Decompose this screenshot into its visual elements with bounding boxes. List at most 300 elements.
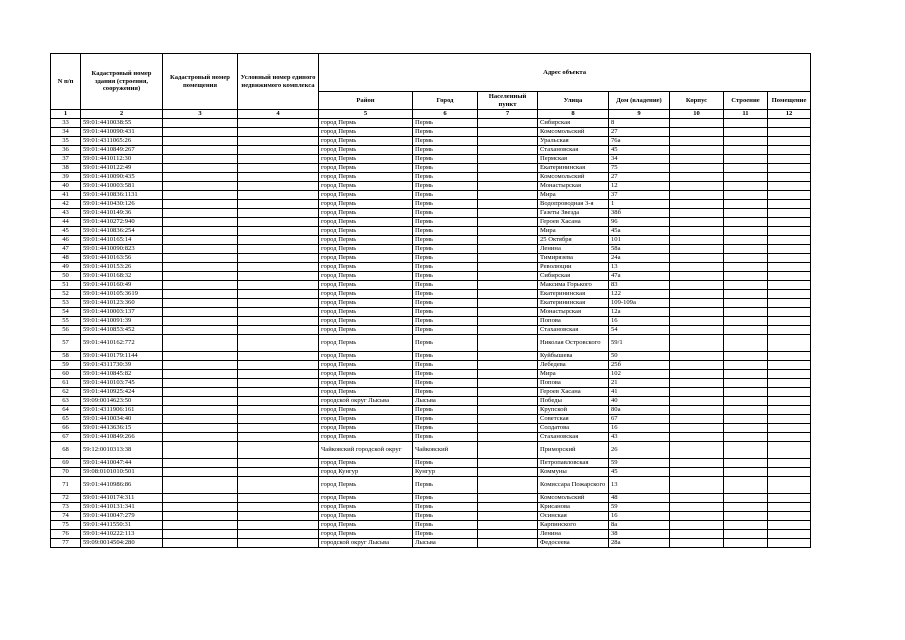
locality-cell xyxy=(478,317,538,326)
cad-building-cell: 59:01:4410149:36 xyxy=(81,209,163,218)
locality-cell xyxy=(478,406,538,415)
cad-premises-cell xyxy=(163,477,238,494)
cad-premises-cell xyxy=(163,388,238,397)
district-cell: город Пермь xyxy=(319,512,413,521)
korpus-cell xyxy=(670,155,724,164)
street-cell: Екатерининская xyxy=(538,290,609,299)
cad-premises-cell xyxy=(163,530,238,539)
house-cell: 16 xyxy=(609,317,670,326)
row-number: 73 xyxy=(51,503,81,512)
cond-number-cell xyxy=(238,521,319,530)
district-cell: город Пермь xyxy=(319,379,413,388)
cad-premises-cell xyxy=(163,370,238,379)
street-cell: Ленина xyxy=(538,530,609,539)
cad-building-cell: 59:08:0101010:501 xyxy=(81,468,163,477)
locality-cell xyxy=(478,245,538,254)
cad-building-cell: 59:01:4410047:279 xyxy=(81,512,163,521)
city-cell: Пермь xyxy=(413,335,478,352)
building-cell xyxy=(724,137,768,146)
korpus-cell xyxy=(670,433,724,442)
room-cell xyxy=(768,155,811,164)
district-cell: город Пермь xyxy=(319,128,413,137)
house-cell: 96 xyxy=(609,218,670,227)
city-cell: Пермь xyxy=(413,128,478,137)
street-cell: Екатерининская xyxy=(538,164,609,173)
district-cell: город Пермь xyxy=(319,335,413,352)
street-cell: Мира xyxy=(538,191,609,200)
korpus-cell xyxy=(670,415,724,424)
cad-premises-cell xyxy=(163,326,238,335)
street-cell: Максима Горького xyxy=(538,281,609,290)
column-number: 3 xyxy=(163,110,238,119)
room-cell xyxy=(768,512,811,521)
korpus-cell xyxy=(670,254,724,263)
city-cell: Пермь xyxy=(413,512,478,521)
city-cell: Пермь xyxy=(413,326,478,335)
row-number: 48 xyxy=(51,254,81,263)
building-cell xyxy=(724,272,768,281)
cad-building-cell: 59:01:4410272:940 xyxy=(81,218,163,227)
building-cell xyxy=(724,254,768,263)
building-cell xyxy=(724,128,768,137)
city-cell: Пермь xyxy=(413,361,478,370)
korpus-cell xyxy=(670,308,724,317)
cad-premises-cell xyxy=(163,539,238,548)
korpus-cell xyxy=(670,128,724,137)
korpus-cell xyxy=(670,164,724,173)
locality-cell xyxy=(478,272,538,281)
city-cell: Пермь xyxy=(413,459,478,468)
building-cell xyxy=(724,406,768,415)
korpus-cell xyxy=(670,146,724,155)
district-cell: город Пермь xyxy=(319,164,413,173)
house-cell: 67 xyxy=(609,415,670,424)
table-row xyxy=(51,477,811,494)
room-cell xyxy=(768,173,811,182)
building-cell xyxy=(724,352,768,361)
locality-cell xyxy=(478,227,538,236)
cad-building-cell: 59:01:4410038:55 xyxy=(81,119,163,128)
room-cell xyxy=(768,397,811,406)
cad-premises-cell xyxy=(163,191,238,200)
building-cell xyxy=(724,512,768,521)
row-number: 65 xyxy=(51,415,81,424)
locality-cell xyxy=(478,477,538,494)
korpus-cell xyxy=(670,326,724,335)
room-cell xyxy=(768,521,811,530)
table-row xyxy=(51,512,811,521)
building-cell xyxy=(724,388,768,397)
cad-building-cell: 59:01:4411550:31 xyxy=(81,521,163,530)
room-cell xyxy=(768,272,811,281)
table-row xyxy=(51,335,811,352)
cond-number-cell xyxy=(238,146,319,155)
building-cell xyxy=(724,442,768,459)
district-cell: город Пермь xyxy=(319,209,413,218)
building-cell xyxy=(724,308,768,317)
street-cell: Карпинского xyxy=(538,521,609,530)
room-cell xyxy=(768,433,811,442)
city-cell: Пермь xyxy=(413,503,478,512)
district-cell: город Пермь xyxy=(319,245,413,254)
cond-number-cell xyxy=(238,494,319,503)
house-cell: 27 xyxy=(609,173,670,182)
cad-building-cell: 59:01:4410160:49 xyxy=(81,281,163,290)
row-number: 35 xyxy=(51,137,81,146)
korpus-cell xyxy=(670,503,724,512)
building-cell xyxy=(724,236,768,245)
district-cell: город Кунгур xyxy=(319,468,413,477)
street-cell: Лебедева xyxy=(538,361,609,370)
header-city: Город xyxy=(413,92,478,110)
row-number: 52 xyxy=(51,290,81,299)
street-cell: Осинская xyxy=(538,512,609,521)
cond-number-cell xyxy=(238,477,319,494)
locality-cell xyxy=(478,433,538,442)
table-row xyxy=(51,236,811,245)
cond-number-cell xyxy=(238,335,319,352)
cad-premises-cell xyxy=(163,209,238,218)
building-cell xyxy=(724,397,768,406)
table-row xyxy=(51,352,811,361)
table-row xyxy=(51,326,811,335)
district-cell: город Пермь xyxy=(319,494,413,503)
city-cell: Пермь xyxy=(413,272,478,281)
korpus-cell xyxy=(670,406,724,415)
cond-number-cell xyxy=(238,164,319,173)
locality-cell xyxy=(478,424,538,433)
room-cell xyxy=(768,137,811,146)
row-number: 44 xyxy=(51,218,81,227)
room-cell xyxy=(768,361,811,370)
district-cell: город Пермь xyxy=(319,146,413,155)
korpus-cell xyxy=(670,512,724,521)
cad-building-cell: 59:01:4410162:772 xyxy=(81,335,163,352)
house-cell: 54 xyxy=(609,326,670,335)
house-cell: 59 xyxy=(609,459,670,468)
street-cell: 25 Октября xyxy=(538,236,609,245)
house-cell: 13 xyxy=(609,477,670,494)
building-cell xyxy=(724,191,768,200)
korpus-cell xyxy=(670,209,724,218)
header-cond-number: Условный номер единого недвижимого комплекса xyxy=(238,54,319,110)
row-number: 38 xyxy=(51,164,81,173)
room-cell xyxy=(768,263,811,272)
room-cell xyxy=(768,335,811,352)
street-cell: Сибирская xyxy=(538,272,609,281)
city-cell: Пермь xyxy=(413,146,478,155)
city-cell: Пермь xyxy=(413,352,478,361)
cond-number-cell xyxy=(238,137,319,146)
korpus-cell xyxy=(670,263,724,272)
cad-premises-cell xyxy=(163,290,238,299)
row-number: 71 xyxy=(51,477,81,494)
locality-cell xyxy=(478,530,538,539)
cad-building-cell: 59:01:4410123:360 xyxy=(81,299,163,308)
cond-number-cell xyxy=(238,415,319,424)
city-cell: Пермь xyxy=(413,415,478,424)
district-cell: город Пермь xyxy=(319,272,413,281)
korpus-cell xyxy=(670,119,724,128)
property-table xyxy=(50,53,811,548)
cond-number-cell xyxy=(238,512,319,521)
city-cell: Пермь xyxy=(413,477,478,494)
street-cell: Стахановская xyxy=(538,433,609,442)
cad-premises-cell xyxy=(163,200,238,209)
street-cell: Монастырская xyxy=(538,182,609,191)
row-number: 51 xyxy=(51,281,81,290)
cond-number-cell xyxy=(238,361,319,370)
cond-number-cell xyxy=(238,191,319,200)
house-cell: 24а xyxy=(609,254,670,263)
cond-number-cell xyxy=(238,182,319,191)
column-number: 8 xyxy=(538,110,609,119)
district-cell: город Пермь xyxy=(319,308,413,317)
room-cell xyxy=(768,191,811,200)
row-number: 36 xyxy=(51,146,81,155)
table-row xyxy=(51,442,811,459)
cad-building-cell: 59:09:0014504:280 xyxy=(81,539,163,548)
korpus-cell xyxy=(670,281,724,290)
korpus-cell xyxy=(670,530,724,539)
locality-cell xyxy=(478,290,538,299)
building-cell xyxy=(724,227,768,236)
building-cell xyxy=(724,468,768,477)
house-cell: 28а xyxy=(609,539,670,548)
room-cell xyxy=(768,494,811,503)
district-cell: город Пермь xyxy=(319,119,413,128)
city-cell: Пермь xyxy=(413,137,478,146)
house-cell: 34 xyxy=(609,155,670,164)
row-number: 58 xyxy=(51,352,81,361)
street-cell: Крупской xyxy=(538,406,609,415)
cad-building-cell: 59:01:4410112:30 xyxy=(81,155,163,164)
cad-building-cell: 59:01:4410163:56 xyxy=(81,254,163,263)
cond-number-cell xyxy=(238,254,319,263)
district-cell: город Пермь xyxy=(319,415,413,424)
cond-number-cell xyxy=(238,468,319,477)
row-number: 43 xyxy=(51,209,81,218)
street-cell: Победы xyxy=(538,397,609,406)
cad-premises-cell xyxy=(163,442,238,459)
street-cell: Мира xyxy=(538,370,609,379)
korpus-cell xyxy=(670,290,724,299)
cad-building-cell: 59:01:4410430:126 xyxy=(81,200,163,209)
locality-cell xyxy=(478,299,538,308)
row-number: 33 xyxy=(51,119,81,128)
korpus-cell xyxy=(670,539,724,548)
cad-building-cell: 59:01:4410845:82 xyxy=(81,370,163,379)
room-cell xyxy=(768,442,811,459)
district-cell: город Пермь xyxy=(319,370,413,379)
row-number: 60 xyxy=(51,370,81,379)
city-cell: Пермь xyxy=(413,218,478,227)
cond-number-cell xyxy=(238,326,319,335)
room-cell xyxy=(768,308,811,317)
cond-number-cell xyxy=(238,218,319,227)
row-number: 57 xyxy=(51,335,81,352)
city-cell: Пермь xyxy=(413,494,478,503)
table-row xyxy=(51,370,811,379)
row-number: 41 xyxy=(51,191,81,200)
cad-premises-cell xyxy=(163,236,238,245)
district-cell: город Пермь xyxy=(319,530,413,539)
cad-premises-cell xyxy=(163,254,238,263)
house-cell: 8а xyxy=(609,521,670,530)
locality-cell xyxy=(478,191,538,200)
city-cell: Пермь xyxy=(413,521,478,530)
cond-number-cell xyxy=(238,209,319,218)
locality-cell xyxy=(478,370,538,379)
cad-building-cell: 59:01:4410836:1131 xyxy=(81,191,163,200)
row-number: 42 xyxy=(51,200,81,209)
district-cell: город Пермь xyxy=(319,317,413,326)
house-cell: 50 xyxy=(609,352,670,361)
city-cell: Пермь xyxy=(413,191,478,200)
house-cell: 12 xyxy=(609,182,670,191)
room-cell xyxy=(768,379,811,388)
row-number: 69 xyxy=(51,459,81,468)
row-number: 49 xyxy=(51,263,81,272)
house-cell: 59 xyxy=(609,503,670,512)
cad-building-cell: 59:01:4410122:49 xyxy=(81,164,163,173)
table-row xyxy=(51,415,811,424)
cad-premises-cell xyxy=(163,182,238,191)
city-cell: Пермь xyxy=(413,317,478,326)
row-number: 68 xyxy=(51,442,81,459)
building-cell xyxy=(724,326,768,335)
city-cell: Пермь xyxy=(413,254,478,263)
row-number: 45 xyxy=(51,227,81,236)
locality-cell xyxy=(478,182,538,191)
column-number: 5 xyxy=(319,110,413,119)
room-cell xyxy=(768,503,811,512)
room-cell xyxy=(768,406,811,415)
house-cell: 38б xyxy=(609,209,670,218)
house-cell: 16 xyxy=(609,512,670,521)
column-number: 10 xyxy=(670,110,724,119)
district-cell: город Пермь xyxy=(319,352,413,361)
city-cell: Пермь xyxy=(413,308,478,317)
cond-number-cell xyxy=(238,272,319,281)
district-cell: город Пермь xyxy=(319,388,413,397)
cad-premises-cell xyxy=(163,308,238,317)
room-cell xyxy=(768,299,811,308)
korpus-cell xyxy=(670,370,724,379)
house-cell: 45 xyxy=(609,146,670,155)
district-cell: город Пермь xyxy=(319,182,413,191)
district-cell: город Пермь xyxy=(319,326,413,335)
room-cell xyxy=(768,459,811,468)
cond-number-cell xyxy=(238,397,319,406)
locality-cell xyxy=(478,200,538,209)
table-row xyxy=(51,119,811,128)
locality-cell xyxy=(478,352,538,361)
street-cell: Крисанова xyxy=(538,503,609,512)
locality-cell xyxy=(478,361,538,370)
city-cell: Пермь xyxy=(413,290,478,299)
street-cell: Советская xyxy=(538,415,609,424)
cad-building-cell: 59:01:4410853:452 xyxy=(81,326,163,335)
building-cell xyxy=(724,539,768,548)
korpus-cell xyxy=(670,442,724,459)
row-number: 72 xyxy=(51,494,81,503)
house-cell: 102 xyxy=(609,370,670,379)
korpus-cell xyxy=(670,137,724,146)
cad-building-cell: 59:01:4410090:823 xyxy=(81,245,163,254)
street-cell: Коммуны xyxy=(538,468,609,477)
korpus-cell xyxy=(670,468,724,477)
house-cell: 27 xyxy=(609,128,670,137)
table-row xyxy=(51,281,811,290)
table-row xyxy=(51,494,811,503)
room-cell xyxy=(768,468,811,477)
city-cell: Пермь xyxy=(413,182,478,191)
cond-number-cell xyxy=(238,281,319,290)
district-cell: город Пермь xyxy=(319,191,413,200)
building-cell xyxy=(724,164,768,173)
building-cell xyxy=(724,415,768,424)
house-cell: 59/1 xyxy=(609,335,670,352)
locality-cell xyxy=(478,281,538,290)
room-cell xyxy=(768,254,811,263)
building-cell xyxy=(724,433,768,442)
header-house: Дом (владение) xyxy=(609,92,670,110)
locality-cell xyxy=(478,164,538,173)
table-row xyxy=(51,308,811,317)
locality-cell xyxy=(478,218,538,227)
building-cell xyxy=(724,263,768,272)
korpus-cell xyxy=(670,379,724,388)
building-cell xyxy=(724,218,768,227)
cad-premises-cell xyxy=(163,155,238,164)
cad-premises-cell xyxy=(163,512,238,521)
korpus-cell xyxy=(670,424,724,433)
cond-number-cell xyxy=(238,442,319,459)
locality-cell xyxy=(478,326,538,335)
house-cell: 109-109а xyxy=(609,299,670,308)
cad-premises-cell xyxy=(163,317,238,326)
table-row xyxy=(51,173,811,182)
cad-premises-cell xyxy=(163,361,238,370)
street-cell: Солдатова xyxy=(538,424,609,433)
cond-number-cell xyxy=(238,379,319,388)
room-cell xyxy=(768,326,811,335)
column-number: 12 xyxy=(768,110,811,119)
street-cell: Приморский xyxy=(538,442,609,459)
building-cell xyxy=(724,281,768,290)
cad-premises-cell xyxy=(163,164,238,173)
locality-cell xyxy=(478,379,538,388)
cad-building-cell: 59:01:4410849:266 xyxy=(81,433,163,442)
cond-number-cell xyxy=(238,299,319,308)
locality-cell xyxy=(478,494,538,503)
table-row xyxy=(51,539,811,548)
locality-cell xyxy=(478,209,538,218)
header-korpus: Корпус xyxy=(670,92,724,110)
row-number: 66 xyxy=(51,424,81,433)
street-cell: Комсомольский xyxy=(538,128,609,137)
row-number: 39 xyxy=(51,173,81,182)
street-cell: Пермская xyxy=(538,155,609,164)
locality-cell xyxy=(478,459,538,468)
house-cell: 75 xyxy=(609,164,670,173)
cad-premises-cell xyxy=(163,281,238,290)
cond-number-cell xyxy=(238,530,319,539)
cad-premises-cell xyxy=(163,406,238,415)
district-cell: город Пермь xyxy=(319,200,413,209)
room-cell xyxy=(768,530,811,539)
